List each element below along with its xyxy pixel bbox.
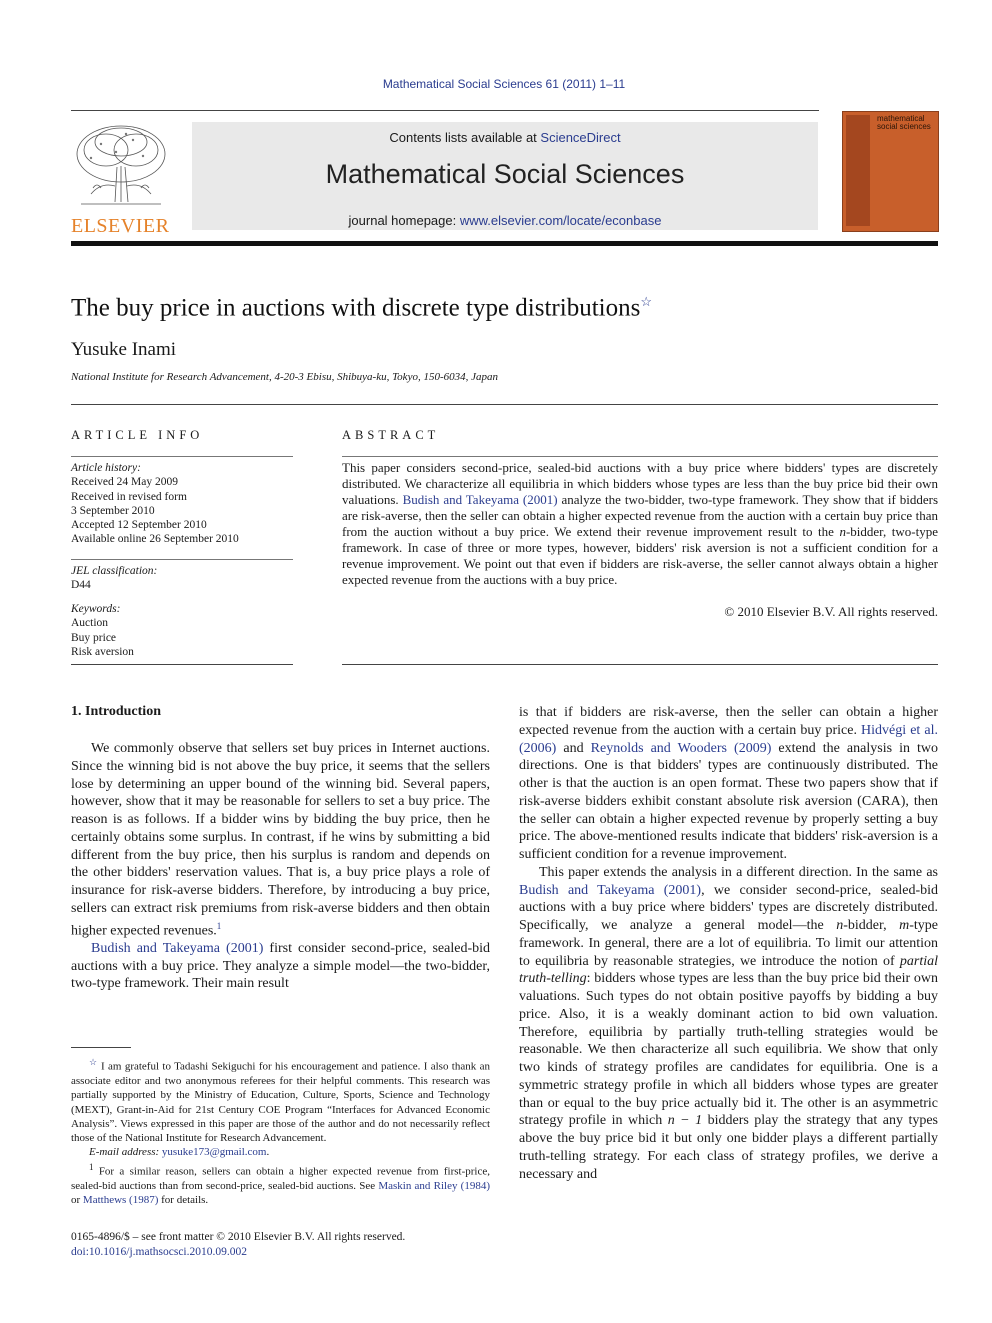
email-line: E-mail address: yusuke173@gmail.com. [89,1146,270,1159]
keywords-label: Keywords: [71,603,121,615]
abstract-heading: ABSTRACT [342,428,440,442]
section-heading-introduction: 1. Introduction [71,704,161,719]
elsevier-logo [71,122,171,237]
contents-line: Contents lists available at ScienceDirect [389,130,621,145]
keyword-item: Buy price [71,631,117,644]
title-footnote-star[interactable]: ☆ [640,294,652,309]
ref-matthews[interactable]: Matthews (1987) [82,1193,159,1206]
page-footer [71,1230,405,1260]
article-info-heading: ARTICLE INFO [71,428,204,442]
doi-link[interactable]: doi:10.1016/j.mathsocsci.2010.09.002 [71,1246,248,1258]
body-column-right [519,704,938,1183]
jel-label: JEL classification: [71,565,158,577]
ref-hidvegi[interactable]: Hidvégi et al. (2006) [519,722,938,756]
homepage-link[interactable]: www.elsevier.com/locate/econbase [459,213,662,228]
ref-budish-takeyama[interactable]: Budish and Takeyama (2001) [402,492,558,507]
elsevier-tree-icon [71,122,171,212]
abstract-bottom-rule [342,664,938,665]
journal-citation[interactable]: Mathematical Social Sciences 61 (2011) 1–11 [382,77,626,91]
history-rule [71,559,293,560]
author-affiliation: National Institute for Research Advancement, 4-20-3 Ebisu, Shibuya-ku, Tokyo, 150-6034, Japan [71,371,498,383]
journal-masthead [192,122,818,230]
ref-reynolds-wooders[interactable]: Reynolds and Wooders (2009) [590,740,772,756]
ref-budish-takeyama-3[interactable]: Budish and Takeyama (2001) [519,882,702,898]
history-item: Received 24 May 2009 [71,476,178,489]
elsevier-wordmark: ELSEVIER [71,215,170,237]
homepage-line: journal homepage: www.elsevier.com/locate/econbase [348,213,662,228]
article-info-rule [71,456,293,457]
history-label: Article history: [71,462,141,474]
cover-title: mathematical social sciences [877,114,931,131]
masthead-thick-rule [71,241,938,246]
abstract-rule [342,456,938,457]
footnote-ref-1[interactable]: 1 [216,920,222,931]
footnote-1: $^1$ For a similar reason, sellers can obtain a higher expected revenue from first-price, sealed-bid auctions than from second-price, sealed-bid auctions. See Maskin and Riley (1984) or Matthews (1987) for details. [71,1161,490,1206]
footnote-rule [71,1047,131,1048]
issn-line: 0165-4896/$ – see front matter © 2010 Elsevier B.V. All rights reserved. [71,1231,406,1243]
jel-classification [71,564,293,593]
article-info-bottom-rule [71,664,293,665]
abstract-text: This paper considers second-price, sealed-bid auctions with a buy price where bidders' types are discretely distributed. We characterize all equilibria in which bidders whose types are less than the buy price bid their own valuations. Budish and Takeyama (2001) analyze the two-bidder, two-type framework. They show that if bidders are risk-averse, then the seller can obtain a higher expected revenue from the auction with a certain buy price than from the auction without a buy price. We extend their revenue improvement result to the n-bidder, two-type framework. In case of three or more types, however, bidders' risk aversion is not a sufficient condition for a revenue improvement. We point out that even if bidders are risk-averse, the seller cannot always obtain a higher expected revenue from the auctions with a buy price. [342,460,939,587]
cover-contents-strip [846,115,870,226]
paragraph: Budish and Takeyama (2001) first consider second-price, sealed-bid auctions with a buy price. They analyze a simple model—the two-bidder, two-type framework. Their main result [71,940,491,992]
paragraph: We commonly observe that sellers set buy prices in Internet auctions. Since the winning bid is not above the buy price, it seems that the sellers lose by determining an upper bound of the winning bid. Several papers, however, show that it may be reasonable for sellers to set a buy price. The reason is as follows. If a bidder wins by bidding the buy price, then he certainly obtains some surplus. In contrast, if he wins by submitting a bid different from the buy price, then his surplus is random and depends on the other bidders' reservation values. That is, a buy price plays a role of insurance for risk-averse bidders. Therefore, by introducing a buy price, sellers can extract risk premiums from risk-averse bidders and then obtain higher expected revenues.$^1$ [71,741,490,939]
header-rule [71,110,819,111]
paragraph: This paper extends the analysis in a different direction. In the same as Budish and Takeyama (2001), we consider second-price, sealed-bid auctions with a buy price where bidders' types are discretely distributed. Specifically, we analyze a general model—the n-bidder, m-type framework. In general, there are a lot of equilibria. To limit our attention to equilibria by reasonable strategies, we introduce the notion of partial truth-telling: bidders whose types are less than the buy price bid their own valuations. Such types do not obtain positive payoffs by bidding a buy price. Also, it is a weakly dominant action to bid own valuation. Therefore, equilibria by partially truth-telling strategies would be reasonable. We then characterize all such equilibria. We show that only two kinds of strategy profiles are candidates for equilibria. One is a symmetric strategy profile in which all bidders whose types are greater than or equal to the buy price actually bid it. The other is an asymmetric strategy profile in which n − 1 bidders play the strategy that any types above the buy price bid it but only one bidder plays a different partially truth-telling strategy. For each class of strategy profiles, we derive a necessary and [519,864,938,1182]
email-link[interactable]: yusuke173@gmail.com [161,1146,267,1159]
journal-title: Mathematical Social Sciences [325,159,685,189]
keyword-item: Risk aversion [71,645,134,658]
history-item: Accepted 12 September 2010 [71,519,207,532]
journal-cover-thumbnail[interactable] [842,111,939,232]
footnotes [71,1055,490,1207]
article-title: The buy price in auctions with discrete type distributions☆ [71,294,652,322]
abstract-copyright: © 2010 Elsevier B.V. All rights reserved. [724,604,938,619]
paragraph: is that if bidders are risk-averse, then the seller can obtain a higher expected revenue from the auction with a certain buy price. Hidvégi et al. (2006) and Reynolds and Wooders (2009) extend the analysis in two directions. One is that bidders' types are continuously distributed. The other is that the auction is an open format. These two papers show that if risk-averse bidders exhibit constant absolute risk aversion (CARA), then the seller can obtain a higher expected revenue by properly setting a buy price. The above-mentioned results indicate that bidders' risk-aversion is a sufficient condition for a revenue improvement. [519,705,939,862]
history-item: Received in revised form [71,490,187,503]
ref-maskin-riley[interactable]: Maskin and Riley (1984) [378,1179,490,1192]
jel-code: D44 [71,579,91,592]
footnote-star: ☆ I am grateful to Tadashi Sekiguchi for his encouragement and patience. I also thank an associate editor and two anonymous referees for their helpful comments. This research was partially supported by the Ministry of Education, Culture, Sports, Science and Technology (MEXT), Grant-in-Aid for 21st Century COE Program “Interfaces for Advanced Economic Analysis”. Views expressed in this paper are those of the author and do not necessarily reflect those of the National Institute for Research Advancement. [71,1057,490,1145]
ref-budish-takeyama-2[interactable]: Budish and Takeyama (2001) [91,940,264,956]
keyword-item: Auction [71,617,109,630]
author-name: Yusuke Inami [71,339,177,360]
sciencedirect-link[interactable]: ScienceDirect [540,130,621,145]
keywords [71,602,293,659]
article-history [71,461,293,547]
title-rule [71,404,938,405]
history-item: Available online 26 September 2010 [71,533,239,546]
body-column-left [71,740,490,993]
history-item: 3 September 2010 [71,504,155,517]
